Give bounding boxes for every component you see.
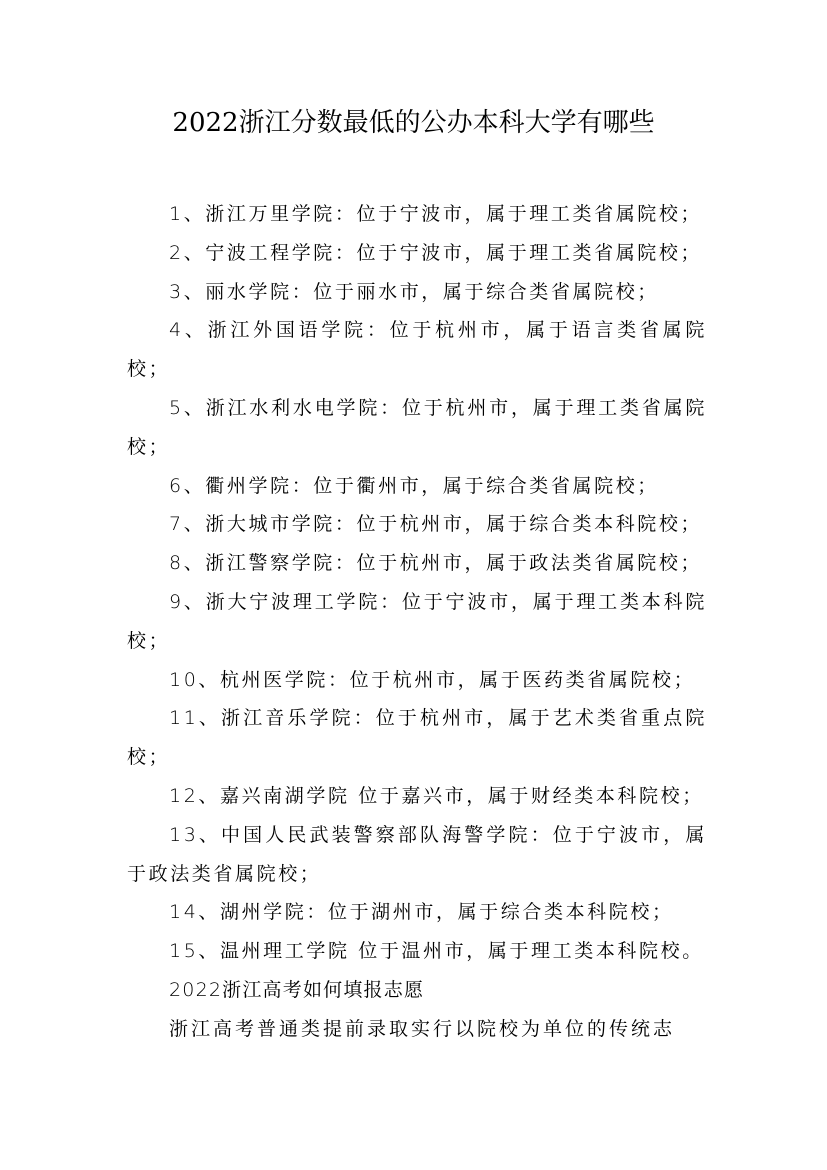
list-item: 12、嘉兴南湖学院 位于嘉兴市，属于财经类本科院校；: [169, 784, 704, 807]
section-subheading: 2022浙江高考如何填报志愿: [169, 978, 425, 1001]
page-title: 2022浙江分数最低的公办本科大学有哪些: [172, 108, 655, 138]
list-item: 4、浙江外国语学院：位于杭州市，属于语言类省属院校；: [127, 319, 707, 381]
list-item: 2、宁波工程学院：位于宁波市，属于理工类省属院校；: [169, 241, 703, 264]
document-body: [127, 195, 707, 1049]
list-item: 8、浙江警察学院：位于杭州市，属于政法类省属院校；: [169, 552, 703, 575]
body-paragraph: 浙江高考普通类提前录取实行以院校为单位的传统志: [169, 1017, 676, 1040]
list-item: 7、浙大城市学院：位于杭州市，属于综合类本科院校；: [169, 513, 703, 536]
list-item: 3、丽水学院：位于丽水市，属于综合类省属院校；: [169, 280, 659, 303]
list-item: 5、浙江水利水电学院：位于杭州市，属于理工类省属院校；: [127, 396, 707, 458]
list-item: 9、浙大宁波理工学院：位于宁波市，属于理工类本科院校；: [127, 590, 707, 652]
list-item: 13、中国人民武装警察部队海警学院：位于宁波市，属于政法类省属院校；: [127, 823, 707, 885]
list-item: 1、浙江万里学院：位于宁波市，属于理工类省属院校；: [169, 203, 703, 225]
list-item: 15、温州理工学院 位于温州市，属于理工类本科院校。: [169, 940, 704, 963]
list-item: 6、衢州学院：位于衢州市，属于综合类省属院校；: [169, 474, 659, 497]
list-item: 14、湖州学院：位于湖州市，属于综合类本科院校；: [169, 901, 674, 924]
list-item: 10、杭州医学院：位于杭州市，属于医药类省属院校；: [169, 668, 696, 691]
list-item: 11、浙江音乐学院：位于杭州市，属于艺术类省重点院校；: [127, 707, 707, 769]
